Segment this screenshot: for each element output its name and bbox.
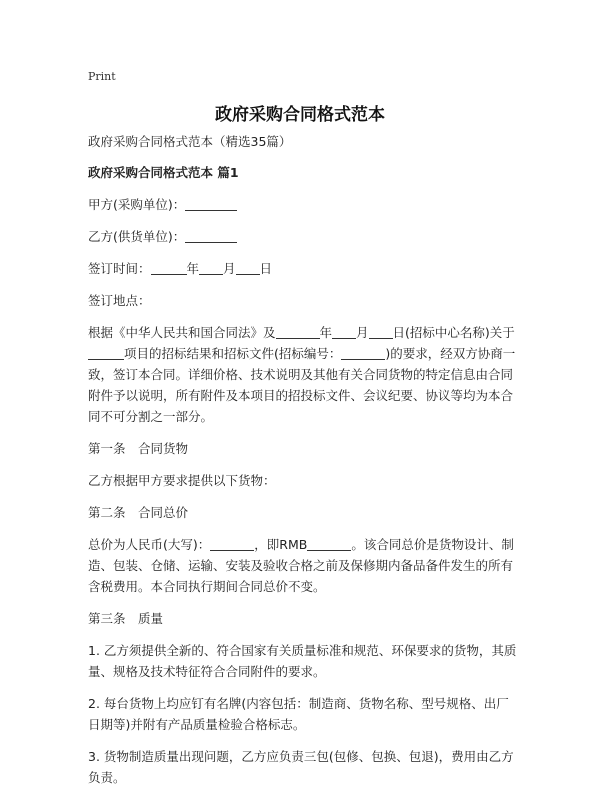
article-3-item: 3. 货物制造质量出现问题，乙方应负责三包(包修、包换、包退)，费用由乙方负责。 bbox=[88, 749, 514, 785]
article-2-text-3: 。该合同总价是货物设计、制造、包装、仓储、运输、安装及验收合格之前及保修期内备品备件发生的所有含税费用。本合同执行期间合同总价不变。 bbox=[88, 537, 514, 594]
section-heading: 政府采购合同格式范本 篇1 bbox=[88, 165, 239, 180]
article-2-text-2: ，即RMB bbox=[254, 537, 308, 552]
article-1-text: 乙方根据甲方要求提供以下货物： bbox=[88, 473, 276, 488]
intro-text-4: )的要求，经双方协商一致，签订本合同。详细价格、技术说明及其他有关合同货物的特定信息由合同附件予以说明，所有附件及本项目的招投标文件、会议纪要、协议等均为本合同不可分割之一部分。 bbox=[88, 346, 516, 424]
year-blank bbox=[151, 260, 187, 275]
sign-place-line bbox=[88, 290, 520, 311]
party-a-blank bbox=[185, 196, 237, 211]
party-a-label: 甲方(采购单位)： bbox=[88, 197, 186, 212]
intro-year-blank bbox=[276, 324, 320, 339]
print-link[interactable]: Print bbox=[88, 70, 116, 83]
intro-text-1: 根据《中华人民共和国合同法》及 bbox=[88, 325, 276, 340]
month-blank bbox=[199, 260, 223, 275]
party-b-label: 乙方(供货单位)： bbox=[88, 229, 186, 244]
day-label: 日 bbox=[259, 261, 273, 276]
article-3-title: 第三条 质量 bbox=[88, 611, 164, 626]
year-label: 年 bbox=[186, 261, 200, 276]
party-a-line bbox=[88, 194, 520, 215]
sign-place-label: 签订地点： bbox=[88, 293, 151, 308]
document-body bbox=[88, 131, 520, 799]
party-b-blank bbox=[185, 228, 237, 243]
intro-text-3: 项目的招标结果和招标文件(招标编号： bbox=[124, 346, 342, 361]
sign-time-line bbox=[88, 258, 520, 279]
intro-paragraph bbox=[88, 322, 520, 427]
article-3-item: 2. 每台货物上均应钉有名牌(内容包括：制造商、货物名称、型号规格、出厂日期等)并附有产品质量检验合格标志。 bbox=[88, 696, 509, 732]
intro-day-blank bbox=[369, 324, 393, 339]
article-2-title: 第二条 合同总价 bbox=[88, 505, 189, 520]
article-1-title: 第一条 合同货物 bbox=[88, 441, 189, 456]
project-blank bbox=[88, 345, 124, 360]
sign-time-label: 签订时间： bbox=[88, 261, 151, 276]
bid-number-blank bbox=[341, 345, 385, 360]
party-b-line bbox=[88, 226, 520, 247]
intro-month-blank bbox=[332, 324, 356, 339]
intro-text-2: 日(招标中心名称)关于 bbox=[392, 325, 515, 340]
total-price-cn-blank bbox=[210, 536, 254, 551]
article-2-text-1: 总价为人民币(大写)： bbox=[88, 537, 211, 552]
article-2-paragraph bbox=[88, 534, 520, 597]
intro-month-label: 月 bbox=[356, 325, 369, 340]
total-price-rmb-blank bbox=[307, 536, 351, 551]
page-title: 政府采购合同格式范本 bbox=[215, 105, 385, 125]
month-label: 月 bbox=[223, 261, 236, 276]
intro-year-label: 年 bbox=[319, 325, 333, 340]
article-3-item: 1. 乙方须提供全新的、符合国家有关质量标准和规范、环保要求的货物，其质量、规格及技术特征符合合同附件的要求。 bbox=[88, 643, 517, 679]
day-blank bbox=[236, 260, 260, 275]
subtitle: 政府采购合同格式范本（精选35篇） bbox=[88, 134, 292, 149]
